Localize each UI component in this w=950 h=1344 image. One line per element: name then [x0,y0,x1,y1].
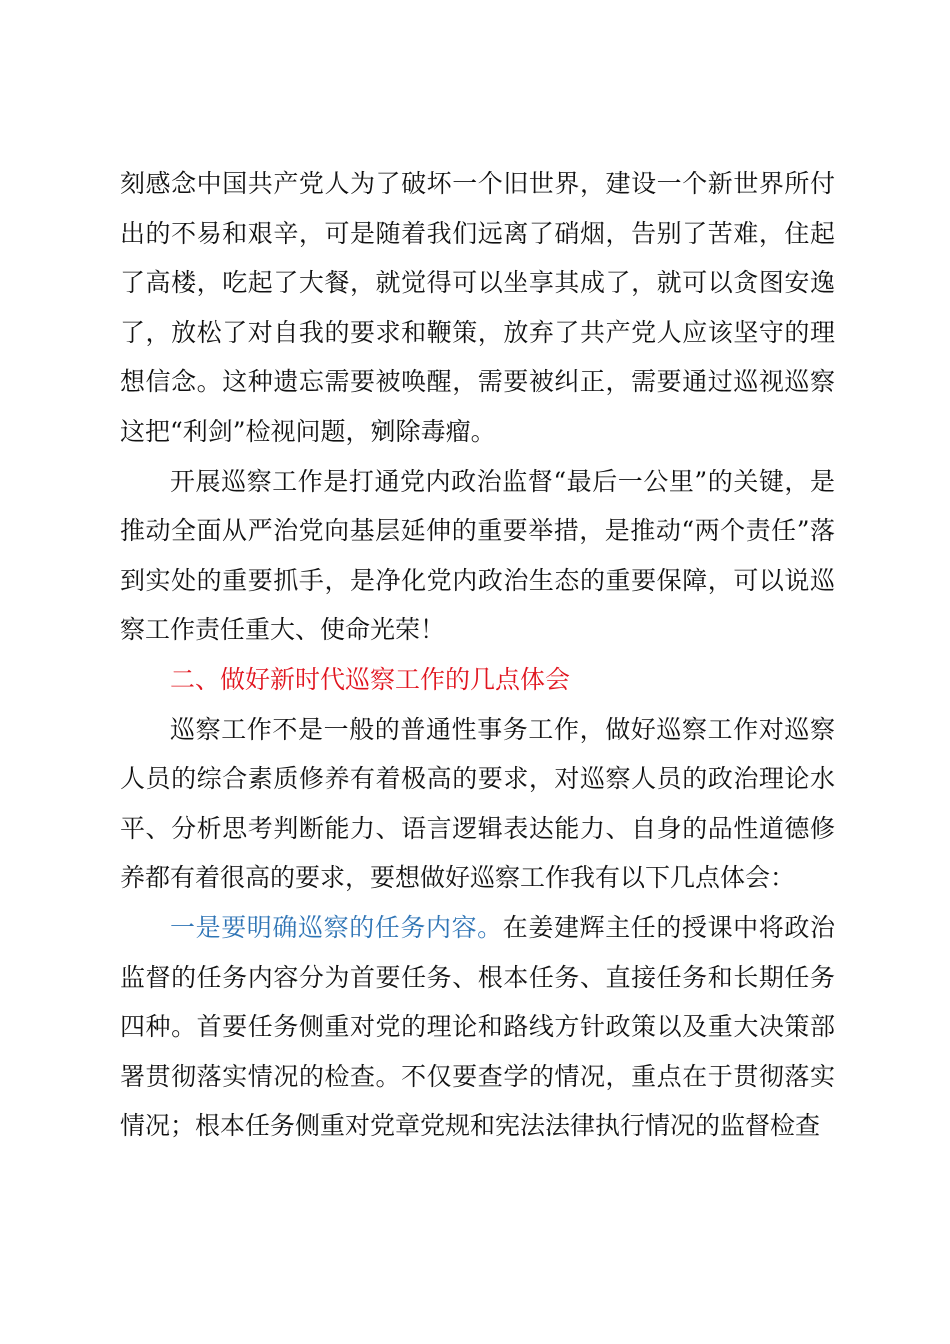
point-one-lead: 一是要明确巡察的任务内容。 [170,912,503,942]
document-body [120,159,835,1151]
section-heading-2: 二、做好新时代巡察工作的几点体会 [170,664,571,694]
paragraph-task-content [120,903,835,1151]
paragraph-continued: 刻感念中国共产党人为了破坏一个旧世界，建设一个新世界所付出的不易和艰辛，可是随着我们远离了硝烟，告别了苦难，住起了高楼，吃起了大餐，就觉得可以坐享其成了，就可以贪图安逸了，放松了对自我的要求和鞭策，放弃了共产党人应该坚守的理想信念。这种遗忘需要被唤醒，需要被纠正，需要通过巡视巡察这把“利剑”检视问题，剜除毒瘤。 [120,169,835,446]
paragraph-inspection-significance: 开展巡察工作是打通党内政治监督“最后一公里”的关键，是推动全面从严治党向基层延伸的重要举措，是推动“两个责任”落到实处的重要抓手，是净化党内政治生态的重要保障，可以说巡察工作责任重大、使命光荣！ [120,466,835,645]
paragraph-requirements: 巡察工作不是一般的普通性事务工作，做好巡察工作对巡察人员的综合素质修养有着极高的要求，对巡察人员的政治理论水平、分析思考判断能力、语言逻辑表达能力、自身的品性道德修养都有着很高的要求，要想做好巡察工作我有以下几点体会： [120,714,835,893]
point-one-body: 在姜建辉主任的授课中将政治监督的任务内容分为首要任务、根本任务、直接任务和长期任务四种。首要任务侧重对党的理论和路线方针政策以及重大决策部署贯彻落实情况的检查。不仅要查学的情况，重点在于贯彻落实情况；根本任务侧重对党章党规和宪法法律执行情况的监督检查 [120,912,835,1141]
